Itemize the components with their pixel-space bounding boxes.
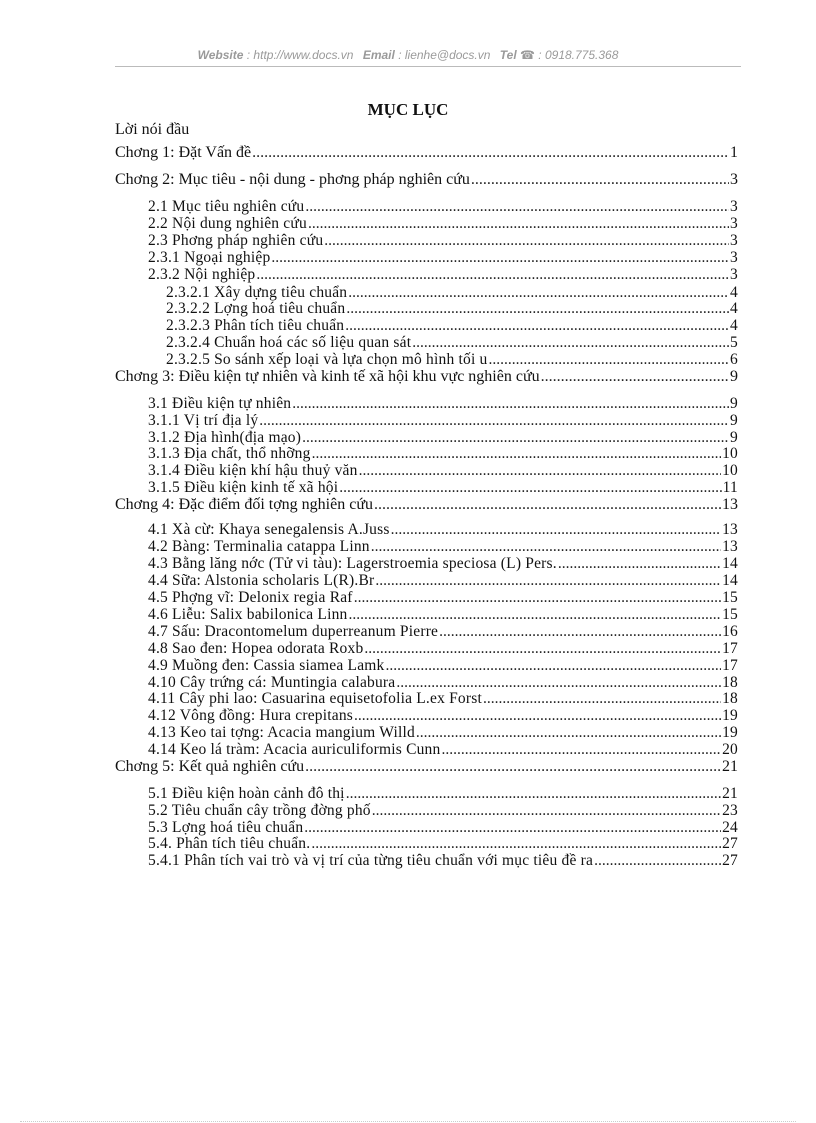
toc-entry-page: 18 — [722, 674, 738, 691]
toc-entry-page: 1 — [730, 144, 738, 161]
toc-entry-page: 14 — [722, 555, 738, 572]
toc-entry[interactable] — [148, 265, 738, 285]
header-divider — [115, 66, 741, 67]
toc-leader-dots — [594, 851, 721, 871]
website-label: Website — [197, 48, 244, 62]
toc-entry-label: Chơng 1: Đặt Vấn đề — [115, 144, 252, 161]
toc-entry-label: 3.1.5 Điều kiện kinh tế xã hội — [148, 479, 339, 496]
toc-entry-label: 2.3.2.1 Xây dựng tiêu chuẩn — [166, 284, 348, 301]
toc-entry-label: Chơng 5: Kết quả nghiên cứu — [115, 758, 305, 775]
toc-entry-label: 2.3 Phơng pháp nghiên cứu — [148, 232, 324, 249]
toc-entry-page: 13 — [722, 538, 738, 555]
toc-chapter-entry[interactable] — [115, 170, 738, 190]
toc-entry-label: 5.2 Tiêu chuẩn cây trồng đờng phố — [148, 802, 371, 819]
toc-entry-label: 4.8 Sao đen: Hopea odorata Roxb — [148, 640, 364, 657]
toc-entry-page: 11 — [722, 479, 738, 496]
toc-entry-label: 4.1 Xà cừ: Khaya senegalensis A.Juss — [148, 521, 390, 538]
toc-entry-label: Chơng 4: Đặc điểm đối tợng nghiên cứu — [115, 496, 373, 513]
toc-chapter-entry[interactable] — [115, 495, 738, 515]
toc-leader-dots — [374, 495, 721, 515]
tel-value: : 0918.775.368 — [538, 48, 619, 62]
toc-entry-label: 2.3.2.3 Phân tích tiêu chuẩn — [166, 317, 345, 334]
toc-entry-page: 17 — [722, 657, 738, 674]
toc-entry-label: 4.14 Keo lá tràm: Acacia auriculiformis Cunn — [148, 741, 441, 758]
toc-entry-label: 4.7 Sấu: Dracontomelum duperreanum Pierre — [148, 623, 439, 640]
toc-entry-page: 5 — [730, 334, 738, 351]
toc-entry-label: 5.4. Phân tích tiêu chuẩn. — [148, 835, 311, 852]
toc-entry-label: 5.1 Điều kiện hoàn cảnh đô thị — [148, 785, 345, 802]
toc-entry-page: 24 — [722, 819, 738, 836]
toc-entry-label: 2.3.2 Nội nghiệp — [148, 266, 256, 283]
toc-entry-label: 4.11 Cây phi lao: Casuarina equisetofolia L.ex Forst — [148, 690, 482, 707]
toc-title: MỤC LỤC — [367, 100, 449, 119]
toc-entry-label: 4.5 Phợng vĩ: Delonix regia Raf — [148, 589, 353, 606]
toc-entry[interactable] — [148, 851, 738, 871]
footer-divider — [20, 1121, 796, 1122]
toc-entry-page: 10 — [722, 445, 738, 462]
toc-entry-page: 3 — [730, 198, 738, 215]
toc-leader-dots — [541, 367, 729, 387]
toc-entry-label: 2.2 Nội dung nghiên cứu — [148, 215, 307, 232]
toc-entry-label: 4.12 Vông đồng: Hura crepitans — [148, 707, 354, 724]
toc-entry-page: 18 — [722, 690, 738, 707]
toc-entry-label: 3.1.3 Địa chất, thổ nhỡng — [148, 445, 311, 462]
page-header — [0, 48, 816, 62]
toc-entry-page: 9 — [730, 429, 738, 446]
toc-entry-label: 4.3 Bằng lăng nớc (Tử vi tàu): Lagerstroemia speciosa (L) Pers. — [148, 555, 557, 572]
toc-leader-dots — [256, 265, 729, 285]
toc-entry-page: 23 — [722, 802, 738, 819]
toc-leader-dots — [471, 170, 729, 190]
toc-entry-label: 2.1 Mục tiêu nghiên cứu — [148, 198, 305, 215]
toc-entry-page: 27 — [722, 852, 738, 869]
toc-entry-page: 15 — [722, 606, 738, 623]
toc-entry-page: 13 — [722, 521, 738, 538]
toc-entry-page: 14 — [722, 572, 738, 589]
toc-entry-label: 3.1.4 Điều kiện khí hậu thuỷ văn — [148, 462, 358, 479]
tel-label: Tel ☎ — [499, 48, 535, 62]
toc-entry-label: 2.3.1 Ngoại nghiệp — [148, 249, 271, 266]
toc-chapter-entry[interactable] — [115, 143, 738, 163]
toc-entry-label: 4.2 Bàng: Terminalia catappa Linn — [148, 538, 370, 555]
toc-entry-page: 13 — [722, 496, 738, 513]
toc-leader-dots — [305, 757, 721, 777]
toc-entry-page: 21 — [722, 758, 738, 775]
toc-entry-label: Chơng 3: Điều kiện tự nhiên và kinh tế xã hội khu vực nghiên cứu — [115, 368, 540, 385]
toc-preface: Lời nói đầu — [115, 121, 190, 138]
toc-entry-label: 4.4 Sữa: Alstonia scholaris L(R).Br — [148, 572, 375, 589]
toc-entry-label: 3.1.1 Vị trí địa lý — [148, 412, 259, 429]
toc-entry-label: Chơng 2: Mục tiêu - nội dung - phơng pháp nghiên cứu — [115, 171, 470, 188]
toc-entry-page: 16 — [722, 623, 738, 640]
toc-entry-page: 19 — [722, 707, 738, 724]
toc-entry-label: 3.1.2 Địa hình(địa mạo) — [148, 429, 302, 446]
toc-entry-page: 4 — [730, 317, 738, 334]
toc-entry-page: 9 — [730, 395, 738, 412]
toc-entry-page: 9 — [730, 412, 738, 429]
email-label: Email — [362, 48, 395, 62]
toc-entry-label: 2.3.2.4 Chuẩn hoá các số liệu quan sát — [166, 334, 412, 351]
toc-entry-page: 3 — [730, 266, 738, 283]
toc-entry-page: 4 — [730, 284, 738, 301]
toc-entry-page: 3 — [730, 249, 738, 266]
email-value[interactable]: : lienhe@docs.vn — [398, 48, 491, 62]
toc-entry-page: 19 — [722, 724, 738, 741]
website-value[interactable]: : http://www.docs.vn — [246, 48, 354, 62]
toc-entry-page: 3 — [730, 232, 738, 249]
toc-entry-label: 5.4.1 Phân tích vai trò và vị trí của từng tiêu chuẩn với mục tiêu đề ra — [148, 852, 594, 869]
toc-leader-dots — [252, 143, 729, 163]
toc-entry-page: 15 — [722, 589, 738, 606]
toc-chapter-entry[interactable] — [115, 757, 738, 777]
toc-entry-label: 4.13 Keo tai tợng: Acacia mangium Willd — [148, 724, 415, 741]
toc-entry-page: 6 — [730, 351, 738, 368]
toc-entry-page: 17 — [722, 640, 738, 657]
toc-entry-label: 4.10 Cây trứng cá: Muntingia calabura — [148, 674, 396, 691]
toc-entry-label: 2.3.2.2 Lợng hoá tiêu chuẩn — [166, 300, 346, 317]
toc-entry-page: 4 — [730, 300, 738, 317]
toc-entry-label: 3.1 Điều kiện tự nhiên — [148, 395, 292, 412]
toc-entry-page: 9 — [730, 368, 738, 385]
toc-entry-label: 2.3.2.5 So sánh xếp loại và lựa chọn mô hình tối u — [166, 351, 488, 368]
toc-entry-label: 4.9 Muồng đen: Cassia siamea Lamk — [148, 657, 385, 674]
toc-entry-page: 3 — [730, 171, 738, 188]
toc-entry-page: 21 — [722, 785, 738, 802]
toc-entry-page: 10 — [722, 462, 738, 479]
toc-entry-page: 27 — [722, 835, 738, 852]
toc-entry-page: 3 — [730, 215, 738, 232]
toc-entry-label: 5.3 Lợng hoá tiêu chuẩn — [148, 819, 304, 836]
toc-entry-label: 4.6 Liễu: Salix babilonica Linn — [148, 606, 348, 623]
toc-chapter-entry[interactable] — [115, 367, 738, 387]
toc-entry-page: 20 — [722, 741, 738, 758]
